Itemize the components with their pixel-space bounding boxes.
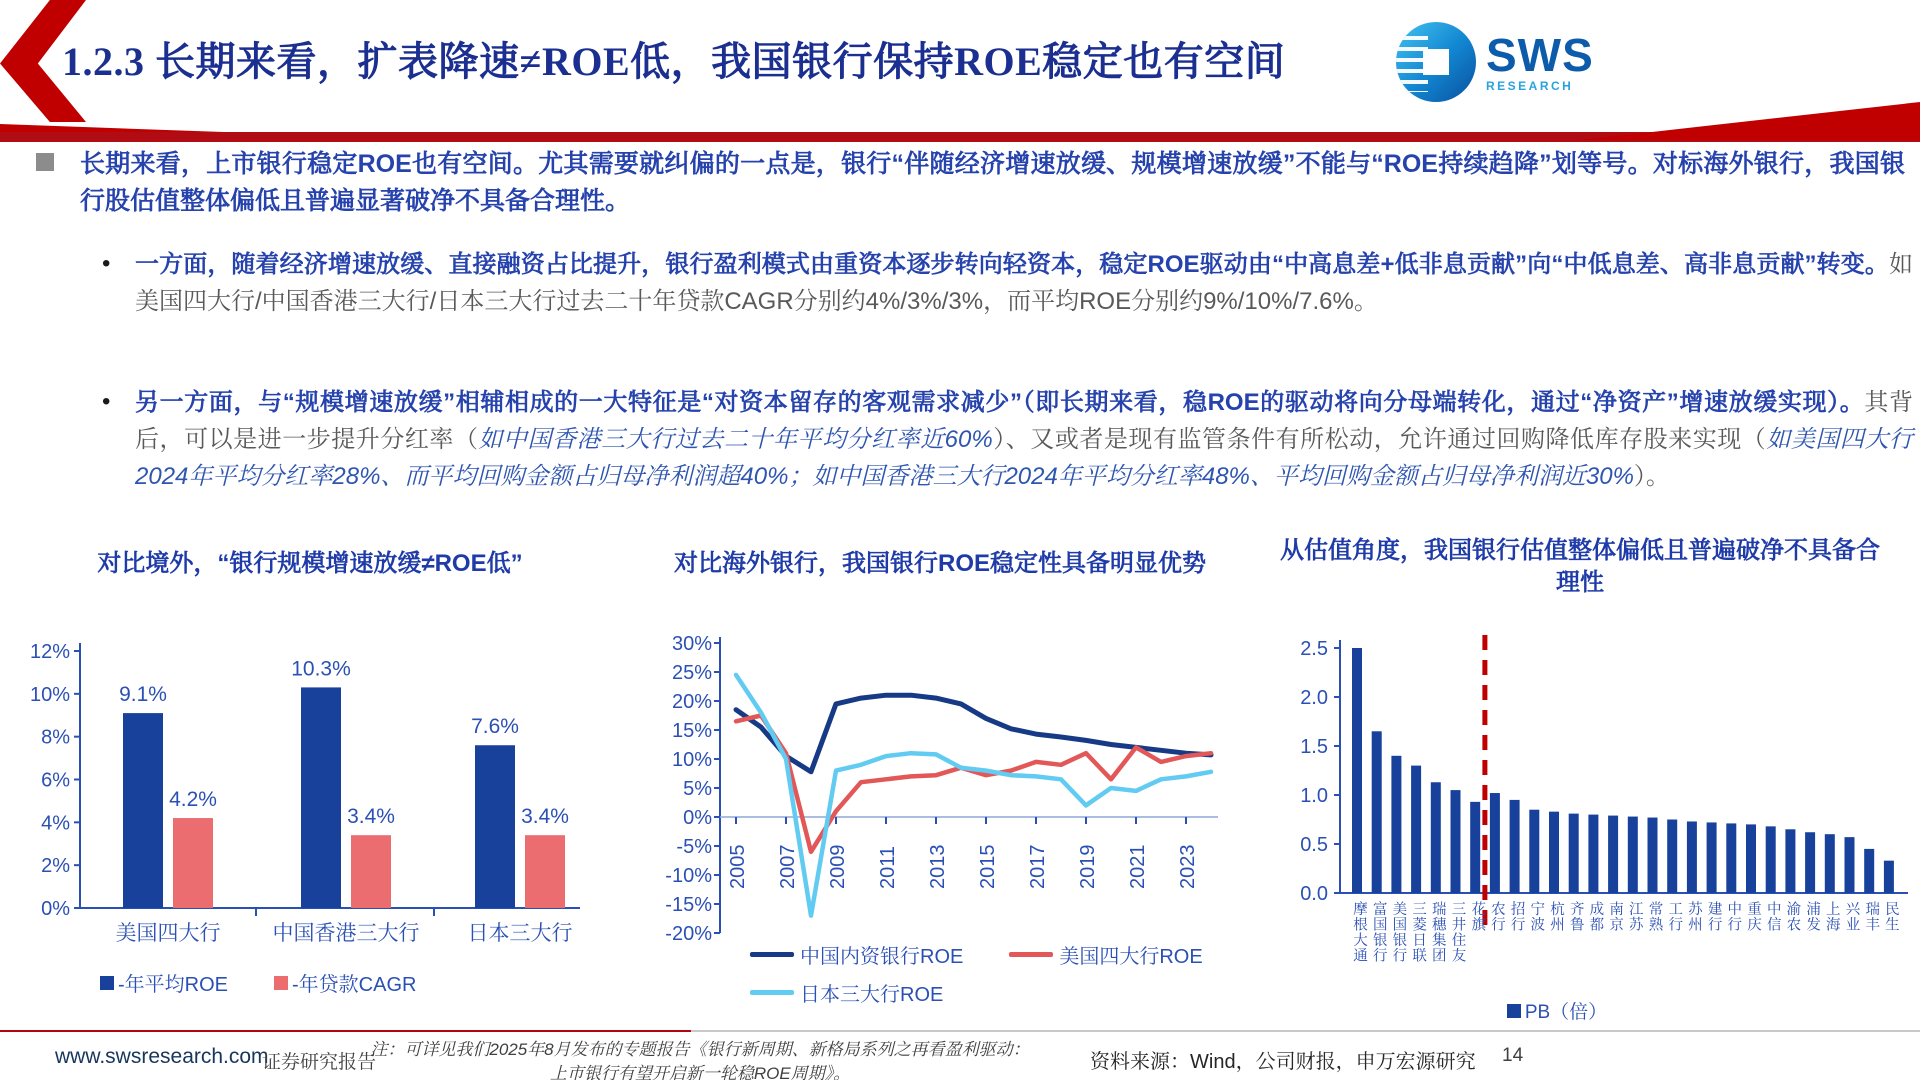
x-category-label: 日本三大行 [467, 922, 573, 945]
square-bullet-icon [36, 153, 54, 171]
bank-label: 瑞穗集团 [1429, 901, 1446, 963]
bank-label: 宁波 [1528, 901, 1545, 932]
bank-label: 三菱日联 [1410, 901, 1427, 963]
legend-swatch-icon [750, 952, 794, 957]
y-tick-label: 8% [41, 726, 70, 749]
bar-value-label: 4.2% [169, 788, 217, 812]
bank-label: 江苏 [1626, 901, 1643, 932]
y-tick-label: 2.5 [1300, 638, 1328, 660]
y-tick-label: 10% [671, 749, 712, 771]
y-tick-label: 15% [671, 720, 712, 742]
x-tick-label: 2013 [927, 844, 949, 889]
bar--年贷款CAGR [351, 835, 391, 908]
bank-label: 中信 [1764, 901, 1781, 932]
y-tick-label: 0% [683, 807, 712, 829]
chart-legend-row [750, 940, 1249, 969]
y-tick-label: 0.5 [1300, 834, 1328, 856]
bank-label: 富国银行 [1370, 901, 1387, 963]
logo-subtitle: RESEARCH [1486, 79, 1574, 93]
x-tick-label: 2009 [827, 844, 849, 889]
bar-value-label: 9.1% [119, 683, 167, 707]
y-tick-label: 20% [671, 691, 712, 713]
chart-legend [100, 968, 462, 997]
text-segment: 如美国四大行2024年平均分红率28%、而平均回购金额占归母净利润超40%；如中国香港三大行2024年平均分红率48%、平均回购金额占归母净利润近30% [135, 426, 1914, 490]
bar--年平均ROE [475, 745, 515, 908]
bank-label: 三井住友 [1449, 901, 1466, 963]
legend-label: -年平均ROE [118, 974, 228, 996]
bank-label: 摩根大通 [1351, 901, 1367, 963]
bank-label: 民生 [1882, 901, 1899, 932]
text-segment: 如中国香港三大行过去二十年平均分红率近60% [478, 426, 993, 453]
y-tick-label: 1.0 [1300, 785, 1328, 807]
footer-note [370, 1038, 1030, 1080]
bar-chart-canvas [20, 548, 600, 1028]
y-tick-label: 12% [29, 641, 70, 663]
bar--年平均ROE [123, 713, 163, 908]
legend-swatch-icon [274, 976, 288, 990]
footer-divider [0, 1030, 1920, 1032]
logo-text [1486, 29, 1594, 93]
x-tick-label: 2011 [877, 845, 899, 889]
y-tick-label: 0% [41, 898, 70, 920]
bar-value-label: 10.3% [291, 657, 351, 681]
footer-note-line1: 注：可详见我们2025年8月发布的专题报告《银行新周期、新格局系列之再看盈利驱动： [370, 1040, 1030, 1059]
bar--年贷款CAGR [525, 835, 565, 908]
x-tick-label: 2021 [1127, 844, 1149, 889]
y-tick-label: -5% [676, 836, 712, 858]
x-category-label: 中国香港三大行 [272, 922, 420, 945]
chart-title: 从估值角度，我国银行估值整体偏低且普遍破净不具备合理性 [1280, 537, 1880, 596]
x-tick-label: 2023 [1177, 844, 1199, 889]
bank-label: 建行 [1705, 901, 1722, 932]
dot-bullet-icon: • [102, 250, 111, 277]
y-tick-label: -10% [665, 865, 712, 887]
legend-swatch-icon [100, 976, 114, 990]
legend-item [1009, 940, 1202, 969]
bank-label: 苏州 [1685, 901, 1702, 932]
bank-label: 工行 [1666, 901, 1683, 932]
text-segment: 长期来看，上市银行稳定ROE也有空间。尤其需要就纠偏的一点是，银行“伴随经济增速放缓、规模增速放缓”不能与“ROE持续趋降”划等号。对标海外银行，我国银行股估值整体偏低且普遍显著破净不具备合理性。 [80, 150, 1905, 215]
text-segment: 另一方面，与“规模增速放缓”相辅相成的一大特征是“对资本留存的客观需求减少”（即长期来看，稳ROE的驱动将向分母端转化，通过“净资产”增速放缓实现）。 [135, 389, 1865, 416]
y-tick-label: 5% [683, 778, 712, 800]
x-tick-label: 2015 [977, 844, 999, 889]
bar-value-label: 3.4% [347, 805, 395, 829]
sub-bullet-2 [135, 384, 1913, 495]
chart-pb-valuation [1240, 535, 1920, 1045]
text-segment: 如美国四大行/中国香港三大行/日本三大行过去二十年贷款CAGR分别约4%/3%/3%，而平均ROE分别约9%/10%/7.6%。 [135, 251, 1913, 315]
y-tick-label: 2% [41, 855, 70, 878]
y-tick-label: 30% [671, 633, 712, 655]
legend-swatch-icon [1507, 1004, 1521, 1018]
bank-label: 渝农 [1784, 901, 1801, 932]
y-tick-label: -15% [665, 894, 712, 916]
legend-label: -年贷款CAGR [292, 974, 417, 996]
chart-title: 对比海外银行，我国银行ROE稳定性具备明显优势 [673, 550, 1206, 577]
bar--年贷款CAGR [173, 818, 213, 908]
bank-label: 招行 [1508, 901, 1525, 932]
legend-item [750, 940, 963, 969]
bar--年平均ROE [301, 687, 341, 908]
dot-bullet-icon: • [102, 388, 111, 415]
bank-label: 兴业 [1843, 901, 1860, 932]
sws-coin-icon [1396, 22, 1476, 102]
legend-label: PB（倍） [1524, 1002, 1608, 1023]
legend-item [1507, 997, 1607, 1024]
footer-report-type: 证券研究报告 [262, 1052, 377, 1073]
y-tick-label: 2.0 [1300, 687, 1328, 709]
chart-legend [1240, 997, 1920, 1024]
y-tick-label: 4% [41, 812, 70, 835]
chart-legend-row [750, 978, 989, 1007]
legend-item [100, 968, 228, 997]
legend-label: 日本三大行ROE [800, 984, 944, 1006]
bank-label: 花旗 [1469, 901, 1486, 932]
y-tick-label: 0.0 [1300, 883, 1328, 905]
x-tick-label: 2019 [1077, 844, 1099, 889]
bank-label: 美国银行 [1390, 901, 1407, 963]
text-segment: 一方面，随着经济增速放缓、直接融资占比提升，银行盈利模式由重资本逐步转向轻资本，稳定ROE驱动由“中高息差+低非息贡献”向“中低息差、高非息贡献”转变。 [135, 251, 1889, 278]
ribbon-right-decoration [1580, 102, 1920, 140]
x-tick-label: 2017 [1027, 844, 1049, 889]
bank-label: 南京 [1607, 901, 1624, 932]
x-tick-label: 2007 [777, 844, 799, 889]
bar-value-label: 7.6% [471, 715, 519, 739]
legend-item [750, 978, 943, 1007]
line-美国四大行ROE [736, 716, 1211, 852]
y-tick-label: -20% [665, 923, 712, 945]
x-category-label: 美国四大行 [115, 922, 221, 945]
bank-label: 农行 [1488, 901, 1505, 932]
page-number: 14 [1502, 1045, 1524, 1066]
text-segment: 其背后，可以是进一步提升分红率（ [135, 389, 1913, 453]
bank-label: 瑞丰 [1863, 901, 1880, 932]
bank-axis-labels [1240, 535, 1920, 1045]
sws-logo [1396, 22, 1594, 102]
sub-bullet-1 [135, 246, 1913, 320]
text-segment: ）、又或者是现有监管条件有所松动，允许通过回购降低库存股来实现（ [992, 426, 1767, 453]
chart-roe-trend [640, 548, 1240, 1028]
legend-label: 美国四大行ROE [1059, 946, 1203, 968]
y-tick-label: 10% [29, 683, 70, 706]
lead-paragraph [80, 146, 1905, 220]
chart-title: 对比境外，“银行规模增速放缓≠ROE低” [97, 550, 523, 577]
legend-swatch-icon [1009, 952, 1053, 957]
bank-label: 浦发 [1804, 901, 1821, 932]
y-tick-label: 1.5 [1300, 736, 1328, 758]
text-segment: ）。 [1633, 463, 1670, 490]
footer-data-source: 资料来源：Wind，公司财报，申万宏源研究 [1090, 1051, 1476, 1073]
bank-label: 中行 [1725, 901, 1742, 932]
bank-label: 杭州 [1548, 901, 1564, 932]
line-中国内资银行ROE [736, 695, 1211, 772]
bank-label: 成都 [1587, 901, 1604, 932]
y-tick-label: 6% [41, 769, 70, 792]
y-tick-label: 25% [671, 662, 712, 684]
bank-label: 上海 [1823, 901, 1840, 932]
bank-label: 重庆 [1745, 901, 1761, 932]
logo-wordmark: SWS [1486, 29, 1594, 81]
bank-label: 齐鲁 [1567, 901, 1584, 932]
logo-square-hole [1423, 49, 1449, 75]
chart-roe-vs-cagr [20, 548, 600, 1028]
footer-note-line2: 上市银行有望开启新一轮稳ROE周期》。 [549, 1064, 851, 1080]
bank-label: 常熟 [1646, 901, 1663, 932]
footer-website-link[interactable]: www.swsresearch.com [55, 1045, 269, 1068]
x-tick-label: 2005 [727, 844, 749, 889]
legend-item [274, 968, 416, 997]
legend-label: 中国内资银行ROE [800, 946, 964, 968]
legend-swatch-icon [750, 990, 794, 995]
page-title: 1.2.3 长期来看，扩表降速≠ROE低，我国银行保持ROE稳定也有空间 [62, 39, 1286, 84]
bar-value-label: 3.4% [521, 805, 569, 829]
